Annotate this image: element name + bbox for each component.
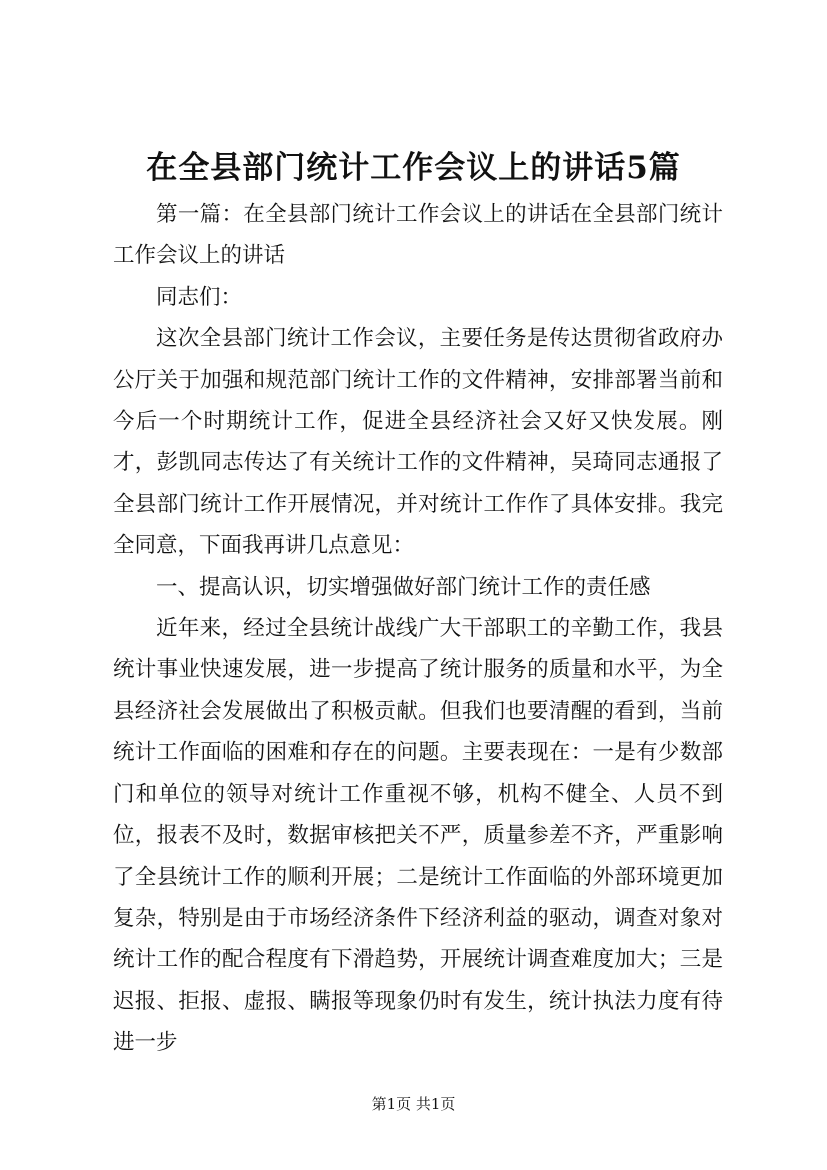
paragraph-section-heading-one: 一、提高认识，切实增强做好部门统计工作的责任感	[156, 574, 651, 600]
paragraph-heading-first-part: 第一篇：在全县部门统计工作会议上的讲话在全县部门统计工作会议上的讲话	[113, 202, 723, 269]
document-title: 在全县部门统计工作会议上的讲话5篇	[146, 150, 681, 186]
paragraph-introduction: 这次全县部门统计工作会议，主要任务是传达贯彻省政府办公厅关于加强和规范部门统计工作的文件精神，安排部署当前和今后一个时期统计工作，促进全县经济社会又好又快发展。刚才，彭凯同志传达了有关统计工作的文件精神，吴琦同志通报了全县部门统计工作开展情况，并对统计工作作了具体安排。我完全同意，下面我再讲几点意见：	[113, 326, 723, 559]
paragraph-salutation: 同志们：	[156, 284, 243, 310]
document-body	[113, 194, 723, 1064]
paragraph-section-one-body: 近年来，经过全县统计战线广大干部职工的辛勤工作，我县统计事业快速发展，进一步提高了统计服务的质量和水平，为全县经济社会发展做出了积极贡献。但我们也要清醒的看到，当前统计工作面临的困难和存在的问题。主要表现在：一是有少数部门和单位的领导对统计工作重视不够，机构不健全、人员不到位，报表不及时，数据审核把关不严，质量参差不齐，严重影响了全县统计工作的顺利开展；二是统计工作面临的外部环境更加复杂，特别是由于市场经济条件下经济利益的驱动，调查对象对统计工作的配合程度有下滑趋势，开展统计调查难度加大；三是迟报、拒报、虚报、瞒报等现象仍时有发生，统计执法力度有待进一步	[113, 616, 723, 1056]
page-number-footer: 第1页 共1页	[371, 1095, 456, 1113]
